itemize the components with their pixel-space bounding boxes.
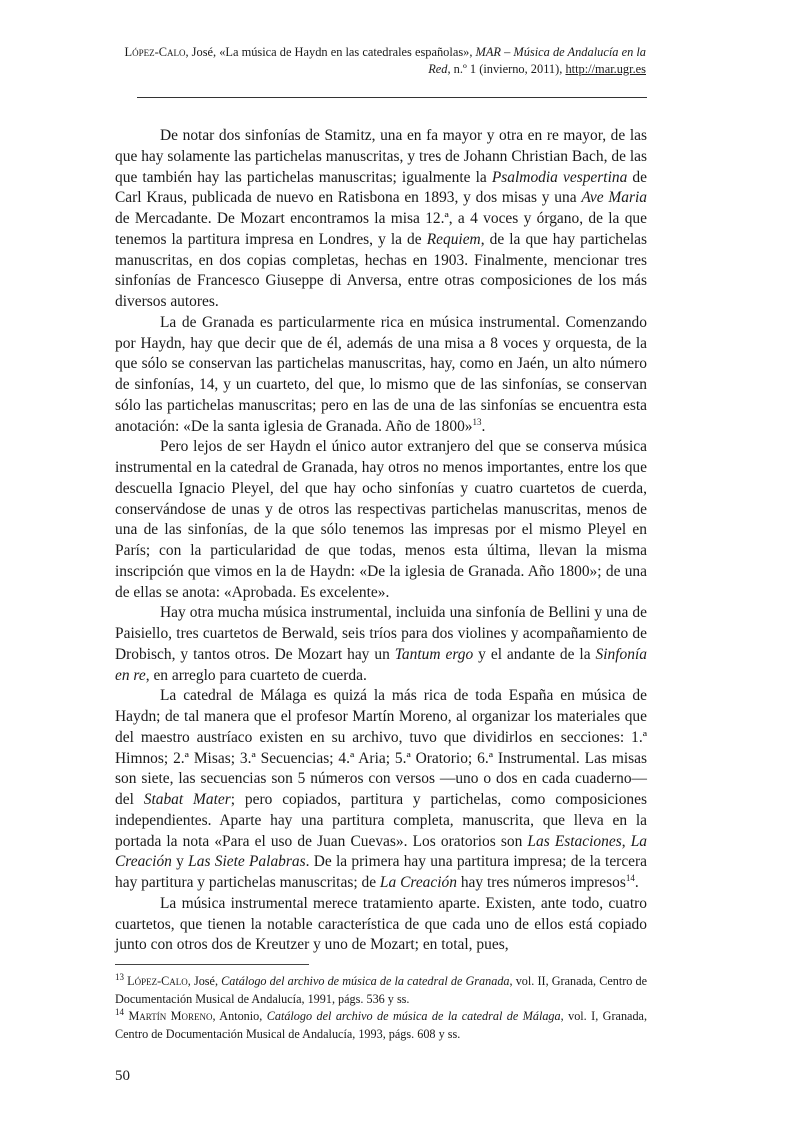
paragraph: [115, 437, 647, 603]
text-run: .: [481, 417, 486, 435]
header-journal: MAR – Música de Andalucía en la Red: [428, 45, 646, 76]
italic-text: Catálogo del archivo de música de la catedral de Málaga: [266, 1009, 561, 1023]
text-run: y el andante de la: [473, 645, 596, 663]
text-run: Pero lejos de ser Haydn el único autor extranjero del que se conserva música instrumental en la catedral de Granada, hay otros no menos importantes, entre los que descuella Ignacio Pleyel, del que hay ocho sinfonías y cuatro cuartetos de cuerda, conservándose de unas y de otros las respectivas partichelas manuscritas, menos de una de las sinfonías, de la que sólo tenemos las impresas por el mismo Pleyel en París; con la particularidad de que todas, menos esta última, llevan la misma inscripción que vimos en la de Haydn: «De la iglesia de Granada. Año 1800»; de una de ellas se anota: «Aprobada. Es excelente».: [115, 438, 647, 601]
italic-text: La Creación: [379, 874, 457, 891]
author-name: López-Calo: [127, 974, 188, 988]
text-run: . De la primera hay una partitura impresa; de la tercera hay partitura y partichelas manuscritas; de: [115, 853, 648, 891]
text-run: de Mercadante. De Mozart encontramos la misa 12.ª, a 4 voces y órgano, de la que tenemos la partitura impresa en Londres, y la de: [115, 210, 647, 248]
text-run: , Antonio,: [212, 1009, 267, 1023]
footnote-ref: 13: [115, 971, 124, 982]
footnotes: [115, 973, 647, 1043]
header-author: López-Calo: [124, 45, 186, 59]
text-run: La catedral de Málaga es quizá la más rica de toda España en música de Haydn; de tal manera que el profesor Martín Moreno, al organizar los materiales que del maestro austríaco existen en su archivo, tuvo que dividirlos en secciones: 1.ª Himnos; 2.ª Misas; 3.ª Secuencias; 4.ª Aria; 5.ª Oratorio; 6.ª Instrumental. Las misas son siete, las secuencias son 5 números con versos —uno o dos en cada cuaderno— del: [115, 687, 647, 808]
italic-text: Tantum ergo: [394, 645, 474, 663]
paragraph: [115, 126, 647, 313]
journal-url-link[interactable]: http://mar.ugr.es: [565, 62, 646, 76]
paragraph: [115, 894, 647, 956]
italic-text: Las Siete Palabras: [188, 853, 306, 871]
italic-text: Psalmodia vespertina: [491, 168, 628, 186]
paragraph: [115, 603, 647, 686]
text-run: ; pero copiados, partitura y partichelas, como composiciones independientes. Aparte hay una partitura completa, manuscrita, que lleva en la portada la nota «Para el uso de Juan Cuevas». Los oratorios son: [115, 791, 647, 850]
footnote-divider: [115, 964, 309, 965]
text-run: ,: [621, 832, 631, 850]
text-run: , vol. I, Granada, Centro de Documentación Musical de Andalucía, 1993, págs. 608 y ss.: [115, 1009, 647, 1041]
text-run: , de la que hay partichelas manuscritas, en dos copias completas, hechas en 1903. Finalmente, mencionar tres sinfonías de Francesco Giuseppe di Anversa, entre otras composiciones de los más diversos autores.: [115, 230, 647, 310]
italic-text: Catálogo del archivo de música de la catedral de Granada: [221, 974, 510, 988]
italic-text: La Creación: [115, 832, 647, 871]
italic-text: Stabat Mater: [143, 791, 231, 808]
text-run: hay tres números impresos: [456, 874, 626, 891]
text-run: La música instrumental merece tratamiento aparte. Existen, ante todo, cuatro cuartetos, que tienen la notable característica de que cada uno de ellos está copiado junto con otros dos de Kreutzer y uno de Mozart; en total, pues,: [115, 894, 647, 954]
page-number: 50: [115, 1068, 130, 1084]
paragraph: [115, 313, 647, 438]
italic-text: Ave Maria: [581, 189, 647, 207]
text-run: , vol. II, Granada, Centro de Documentación Musical de Andalucía, 1991, págs. 536 y ss.: [115, 974, 648, 1006]
running-header: [110, 44, 646, 78]
footnote: [115, 973, 647, 1008]
footnote-ref: 14: [625, 872, 635, 883]
author-name: Martín Moreno: [128, 1009, 213, 1023]
text-run: , en arreglo para cuarteto de cuerda.: [145, 666, 367, 684]
text-run: de Carl Kraus, publicada de nuevo en Ratisbona en 1893, y dos misas y una: [115, 168, 647, 207]
text-run: y: [171, 853, 189, 871]
text-run: La de Granada es particularmente rica en música instrumental. Comenzando por Haydn, hay que decir que de él, además de una misa a 8 voces y orquesta, de la que sólo se conservan las partichelas manuscritas, hay, como en Jaén, un alto número de sinfonías, 14, y un cuarteto, del que, lo mismo que de las sinfonías, se conservan sólo las partichelas manuscritas; pero en las de una de las sinfonías se encuentra esta anotación: «De la santa iglesia de Granada. Año de 1800»: [115, 313, 647, 435]
text-run: De notar dos sinfonías de Stamitz, una en fa mayor y otra en re mayor, de las que hay solamente las partichelas manuscritas, y tres de Johann Christian Bach, de las que también hay las partichelas manuscritas; igualmente la: [115, 127, 647, 186]
header-issue: , n.º 1 (invierno, 2011),: [447, 62, 566, 76]
header-article: , José, «La música de Haydn en las catedrales españolas»,: [185, 45, 476, 59]
italic-text: Las Estaciones: [527, 832, 622, 850]
text-run: , José,: [187, 974, 222, 988]
footnote: [115, 1008, 647, 1043]
text-run: .: [634, 874, 639, 891]
header-divider: [137, 97, 647, 98]
footnote-ref: 13: [472, 416, 482, 427]
paragraph: [115, 686, 647, 894]
body-text: [115, 126, 647, 956]
italic-text: Sinfonía en re: [115, 645, 647, 684]
text-run: Hay otra mucha música instrumental, incluida una sinfonía de Bellini y una de Paisiello, tres cuartetos de Berwald, seis tríos para dos violines y acompañamiento de Drobisch, y tantos otros. De Mozart hay un: [115, 604, 647, 663]
footnote-ref: 14: [115, 1006, 124, 1017]
italic-text: Requiem: [426, 230, 481, 248]
